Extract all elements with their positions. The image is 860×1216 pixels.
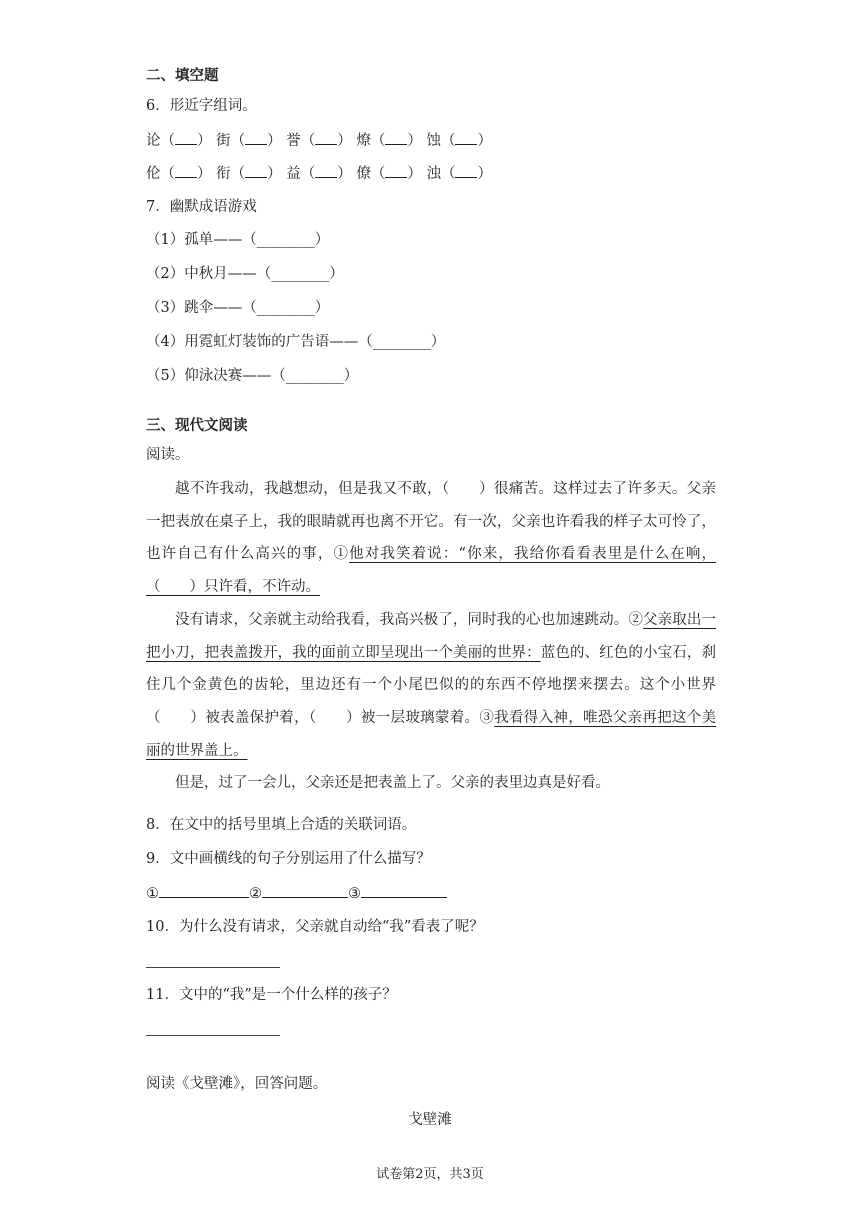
question-8: 8．在文中的括号里填上合适的关联词语。: [146, 817, 417, 833]
char: 僚: [356, 166, 371, 182]
underlined-sentence-3: 我看得入神，唯恐父亲再把这个美丽的世界盖上。: [146, 709, 716, 759]
question-6-prompt: 6．形近字组词。: [146, 98, 257, 114]
answer-blank[interactable]: [455, 130, 477, 145]
answer-blank[interactable]: [455, 163, 477, 178]
answer-blank[interactable]: [385, 163, 407, 178]
underlined-sentence-2: 父亲取出一把小刀，把表盖拨开，我的面前立即呈现出一个美丽的世界：: [146, 611, 716, 661]
q6-row-1: 论（ ） 街（ ） 誉（ ） 燎（ ） 蚀（ ）: [146, 130, 492, 151]
char: 衔: [216, 166, 231, 182]
char: 燎: [356, 133, 371, 149]
passage-paragraph-3: 但是，过了一会儿，父亲还是把表盖上了。父亲的表里边真是好看。: [175, 775, 610, 792]
reading-passage: [146, 473, 716, 800]
q7-item-2[interactable]: （2）中秋月——（________）: [146, 266, 344, 282]
answer-blank[interactable]: [175, 163, 197, 178]
page-footer: 试卷第2页，共3页: [376, 1167, 484, 1182]
answer-blank[interactable]: [159, 883, 249, 898]
question-11: 11．文中的“我”是一个什么样的孩子？: [146, 987, 397, 1003]
answer-blank[interactable]: [175, 130, 197, 145]
answer-blank[interactable]: [245, 130, 267, 145]
answer-blank[interactable]: [245, 163, 267, 178]
answer-blank[interactable]: [262, 883, 348, 898]
q7-item-3[interactable]: （3）跳伞——（________）: [146, 300, 330, 316]
reading-intro: 阅读。: [146, 447, 190, 463]
char: 街: [216, 133, 231, 149]
q6-row-2: 伦（ ） 衔（ ） 益（ ） 僚（ ） 浊（ ）: [146, 163, 492, 184]
q7-item-5[interactable]: （5）仰泳决赛——（________）: [146, 368, 359, 384]
reading-intro-2: 阅读《戈壁滩》，回答问题。: [146, 1076, 328, 1092]
char: 浊: [426, 166, 441, 182]
passage-title: 戈壁滩: [408, 1112, 452, 1128]
q10-answer-line[interactable]: [146, 967, 280, 968]
passage-paragraph-2: 没有请求，父亲就主动给我看，我高兴极了，同时我的心也加速跳动。②父亲取出一把小刀，把表盖拨开，我的面前立即呈现出一个美丽的世界：蓝色的、红色的小宝石，刹住几个金黄色的齿轮，里边还有一个小尾巴似的的东西不停地摆来摆去。这个小世界（ ）被表盖保护着，（ ）被一层玻璃蒙着。③我看得入神，唯恐父亲再把这个美丽的世界盖上。: [146, 611, 717, 759]
char: 蚀: [426, 133, 441, 149]
q7-item-1[interactable]: （1）孤单——（________）: [146, 232, 330, 248]
passage-paragraph-1: 越不许我动，我越想动，但是我又不敢，（ ）很痛苦。这样过去了许多天。父亲一把表放在桌子上，我的眼睛就再也离不开它。有一次，父亲也许看我的样子太可怜了，也许自己有什么高兴的事，①他对我笑着说：“你来，我给你看看表里是什么在响，（ ）只许看，不许动。: [146, 481, 716, 596]
section-heading-reading: 三、现代文阅读: [146, 418, 248, 434]
q9-answers: ① ② ③: [146, 883, 447, 904]
char: 伦: [146, 166, 161, 182]
char: 益: [286, 166, 301, 182]
section-heading-fill-blank: 二、填空题: [146, 68, 219, 84]
answer-blank[interactable]: [361, 883, 447, 898]
char: 论: [146, 133, 161, 149]
char: 誉: [286, 133, 301, 149]
question-10: 10．为什么没有请求，父亲就自动给“我”看表了呢？: [146, 919, 484, 935]
question-7-prompt: 7．幽默成语游戏: [146, 199, 257, 215]
question-9: 9．文中画横线的句子分别运用了什么描写？: [146, 851, 431, 867]
q11-answer-line[interactable]: [146, 1035, 280, 1036]
answer-blank[interactable]: [315, 130, 337, 145]
underlined-sentence-1: 他对我笑着说：“你来，我给你看看表里是什么在响，（ ）只许看，不许动。: [146, 546, 716, 596]
answer-blank[interactable]: [385, 130, 407, 145]
answer-blank[interactable]: [315, 163, 337, 178]
q7-item-4[interactable]: （4）用霓虹灯装饰的广告语——（________）: [146, 334, 446, 350]
